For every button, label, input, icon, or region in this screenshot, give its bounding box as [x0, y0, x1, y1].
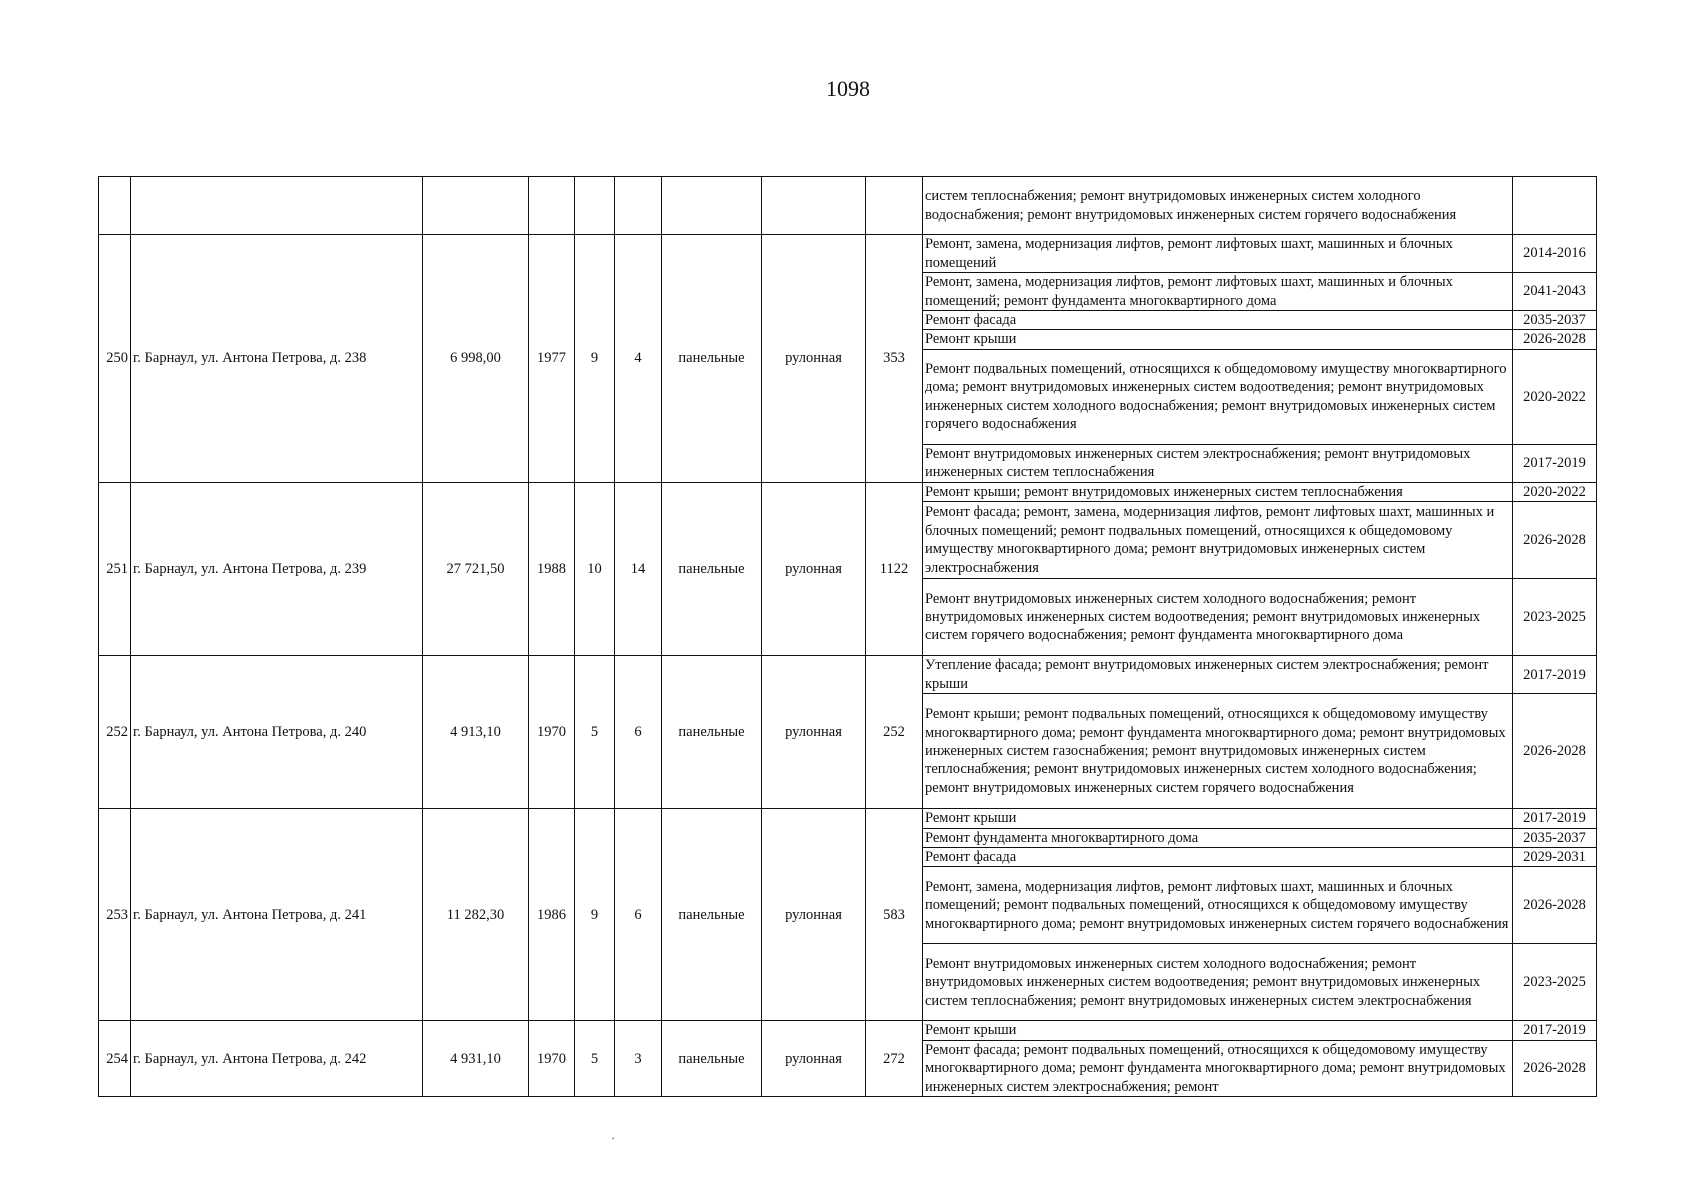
house-address: г. Барнаул, ул. Антона Петрова, д. 242 [131, 1021, 423, 1097]
house-address: г. Барнаул, ул. Антона Петрова, д. 240 [131, 656, 423, 809]
work-description: Ремонт крыши [923, 330, 1513, 349]
cell-empty [662, 177, 762, 235]
build-year: 1986 [529, 809, 575, 1021]
work-period: 2026-2028 [1513, 502, 1597, 579]
work-period: 2035-2037 [1513, 828, 1597, 847]
cell-empty [423, 177, 529, 235]
work-period: 2035-2037 [1513, 311, 1597, 330]
entrance-count: 6 [615, 656, 662, 809]
work-period: 2020-2022 [1513, 482, 1597, 501]
work-description: систем теплоснабжения; ремонт внутридомовых инженерных систем холодного водоснабжения; ремонт внутридомовых инженерных систем горячего водоснабжения [923, 177, 1513, 235]
house-address: г. Барнаул, ул. Антона Петрова, д. 238 [131, 235, 423, 483]
work-description: Ремонт крыши; ремонт подвальных помещений, относящихся к общедомовому имуществу многоквартирного дома; ремонт фундамента многоквартирного дома; ремонт внутридомовых инженерных систем газоснабжения; ремонт внутридомовых инженерных систем теплоснабжения; ремонт внутридомовых инженерных систем холодного водоснабжения; ремонт внутридомовых инженерных систем горячего водоснабжения [923, 694, 1513, 809]
table-row [99, 1021, 1597, 1040]
row-number: 251 [99, 482, 131, 655]
work-period: 2026-2028 [1513, 694, 1597, 809]
cell-empty [99, 177, 131, 235]
cell-empty [529, 177, 575, 235]
roof-type: рулонная [762, 656, 866, 809]
roof-type: рулонная [762, 482, 866, 655]
roof-type: рулонная [762, 235, 866, 483]
work-description: Ремонт, замена, модернизация лифтов, ремонт лифтовых шахт, машинных и блочных помещений [923, 235, 1513, 273]
work-period: 2017-2019 [1513, 809, 1597, 828]
work-period: 2017-2019 [1513, 1021, 1597, 1040]
floor-count: 9 [575, 809, 615, 1021]
work-period: 2014-2016 [1513, 235, 1597, 273]
work-description: Ремонт фасада [923, 311, 1513, 330]
entrance-count: 14 [615, 482, 662, 655]
work-period: 2017-2019 [1513, 444, 1597, 482]
scan-mark: ´ [611, 1135, 615, 1149]
entrance-count: 4 [615, 235, 662, 483]
work-period: 2017-2019 [1513, 656, 1597, 694]
work-period: 2026-2028 [1513, 330, 1597, 349]
floor-count: 5 [575, 656, 615, 809]
work-period: 2026-2028 [1513, 867, 1597, 944]
work-description: Ремонт, замена, модернизация лифтов, ремонт лифтовых шахт, машинных и блочных помещений; ремонт фундамента многоквартирного дома [923, 273, 1513, 311]
house-area: 6 998,00 [423, 235, 529, 483]
wall-material: панельные [662, 482, 762, 655]
work-period: 2026-2028 [1513, 1040, 1597, 1096]
resident-count: 353 [866, 235, 923, 483]
work-period: 2020-2022 [1513, 349, 1597, 444]
build-year: 1970 [529, 1021, 575, 1097]
work-description: Утепление фасада; ремонт внутридомовых инженерных систем электроснабжения; ремонт крыши [923, 656, 1513, 694]
build-year: 1988 [529, 482, 575, 655]
cell-empty [762, 177, 866, 235]
work-description: Ремонт внутридомовых инженерных систем холодного водоснабжения; ремонт внутридомовых инженерных систем водоотведения; ремонт внутридомовых инженерных систем горячего водоснабжения; ремонт фундамента многоквартирного дома [923, 579, 1513, 656]
house-address: г. Барнаул, ул. Антона Петрова, д. 241 [131, 809, 423, 1021]
cell-empty [575, 177, 615, 235]
capital-repair-table [98, 176, 1597, 1097]
work-period: 2023-2025 [1513, 579, 1597, 656]
wall-material: панельные [662, 809, 762, 1021]
row-number: 254 [99, 1021, 131, 1097]
row-number: 250 [99, 235, 131, 483]
cell-empty [866, 177, 923, 235]
work-description: Ремонт крыши [923, 1021, 1513, 1040]
table-row [99, 482, 1597, 501]
entrance-count: 6 [615, 809, 662, 1021]
house-area: 4 931,10 [423, 1021, 529, 1097]
roof-type: рулонная [762, 809, 866, 1021]
build-year: 1970 [529, 656, 575, 809]
floor-count: 9 [575, 235, 615, 483]
house-address: г. Барнаул, ул. Антона Петрова, д. 239 [131, 482, 423, 655]
wall-material: панельные [662, 1021, 762, 1097]
work-description: Ремонт внутридомовых инженерных систем холодного водоснабжения; ремонт внутридомовых инженерных систем водоотведения; ремонт внутридомовых инженерных систем теплоснабжения; ремонт внутридомовых инженерных систем электроснабжения [923, 944, 1513, 1021]
table-row [99, 809, 1597, 828]
cell-empty [615, 177, 662, 235]
work-description: Ремонт подвальных помещений, относящихся к общедомовому имуществу многоквартирного дома; ремонт внутридомовых инженерных систем водоотведения; ремонт внутридомовых инженерных систем холодного водоснабжения; ремонт внутридомовых инженерных систем горячего водоснабжения [923, 349, 1513, 444]
table-row [99, 656, 1597, 694]
continuation-row [99, 177, 1597, 235]
house-area: 27 721,50 [423, 482, 529, 655]
work-period: 2029-2031 [1513, 848, 1597, 867]
table-row [99, 235, 1597, 273]
work-description: Ремонт, замена, модернизация лифтов, ремонт лифтовых шахт, машинных и блочных помещений; ремонт подвальных помещений, относящихся к общедомовому имуществу многоквартирного дома; ремонт внутридомовых инженерных систем горячего водоснабжения [923, 867, 1513, 944]
work-period: 2041-2043 [1513, 273, 1597, 311]
resident-count: 1122 [866, 482, 923, 655]
wall-material: панельные [662, 235, 762, 483]
work-description: Ремонт внутридомовых инженерных систем электроснабжения; ремонт внутридомовых инженерных систем теплоснабжения [923, 444, 1513, 482]
work-period [1513, 177, 1597, 235]
resident-count: 252 [866, 656, 923, 809]
work-description: Ремонт крыши; ремонт внутридомовых инженерных систем теплоснабжения [923, 482, 1513, 501]
table-body [99, 177, 1597, 1097]
wall-material: панельные [662, 656, 762, 809]
work-period: 2023-2025 [1513, 944, 1597, 1021]
house-area: 11 282,30 [423, 809, 529, 1021]
roof-type: рулонная [762, 1021, 866, 1097]
house-area: 4 913,10 [423, 656, 529, 809]
cell-empty [131, 177, 423, 235]
page-number: 1098 [826, 76, 870, 101]
row-number: 253 [99, 809, 131, 1021]
resident-count: 272 [866, 1021, 923, 1097]
row-number: 252 [99, 656, 131, 809]
work-description: Ремонт фасада; ремонт подвальных помещений, относящихся к общедомовому имуществу многоквартирного дома; ремонт фундамента многоквартирного дома; ремонт внутридомовых инженерных систем электроснабжения; ремонт [923, 1040, 1513, 1096]
resident-count: 583 [866, 809, 923, 1021]
build-year: 1977 [529, 235, 575, 483]
floor-count: 10 [575, 482, 615, 655]
work-description: Ремонт крыши [923, 809, 1513, 828]
floor-count: 5 [575, 1021, 615, 1097]
work-description: Ремонт фасада; ремонт, замена, модернизация лифтов, ремонт лифтовых шахт, машинных и блочных помещений; ремонт подвальных помещений, относящихся к общедомовому имуществу многоквартирного дома; ремонт внутридомовых инженерных систем электроснабжения [923, 502, 1513, 579]
entrance-count: 3 [615, 1021, 662, 1097]
work-description: Ремонт фундамента многоквартирного дома [923, 828, 1513, 847]
work-description: Ремонт фасада [923, 848, 1513, 867]
